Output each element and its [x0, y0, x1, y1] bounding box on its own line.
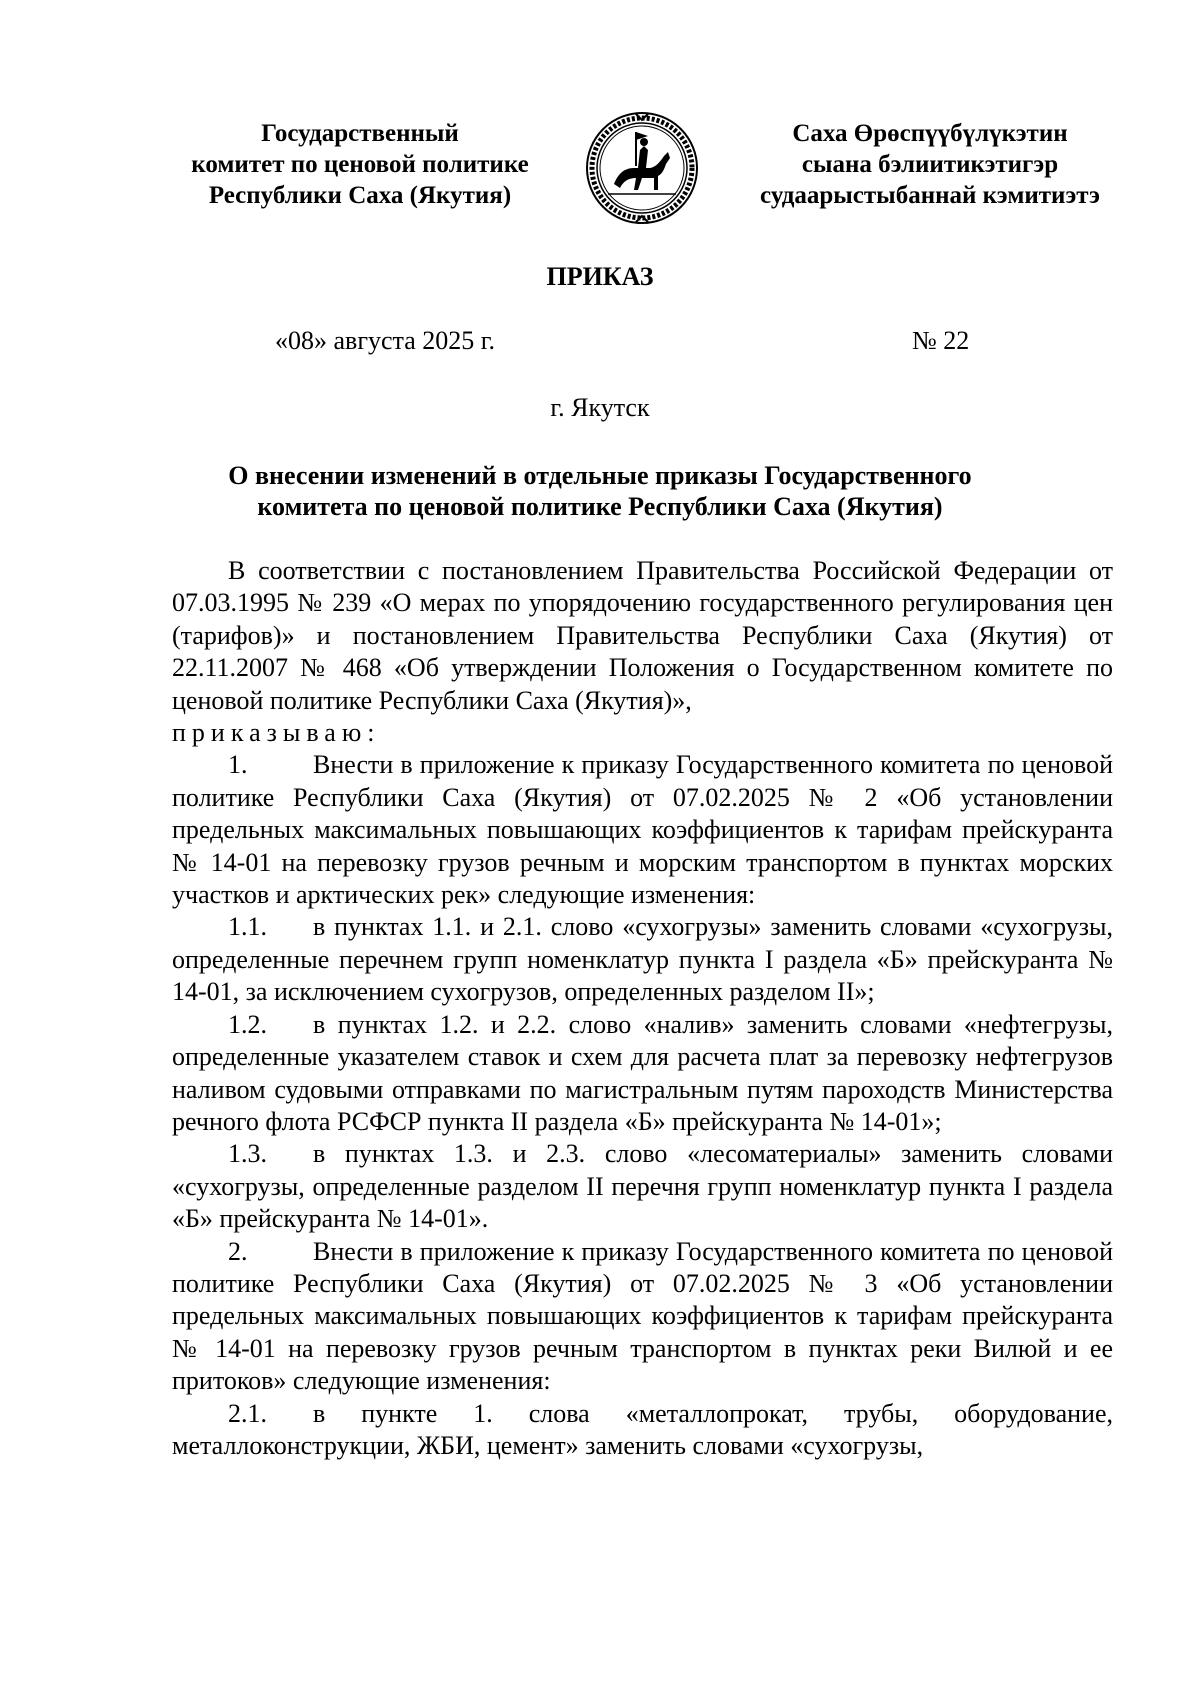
order-item: [172, 1236, 1113, 1398]
letterhead-russian: [160, 118, 560, 211]
order-subject-line: О внесении изменений в отдельные приказы Государственного: [228, 461, 972, 490]
order-item-number: 2.1.: [228, 1398, 267, 1428]
order-date: «08» августа 2025 г.: [275, 326, 495, 355]
order-item-number: 1.: [228, 750, 248, 780]
letterhead-yakut-line: Саха Өрөспүүбүлүкэтин: [792, 120, 1068, 147]
order-item-number: 2.: [228, 1236, 248, 1266]
letterhead-yakut-line: сыана бэлиитикэтигэр: [801, 151, 1059, 178]
order-item-number: 1.2.: [228, 1009, 267, 1039]
order-item: [172, 1398, 1113, 1463]
order-word: приказываю:: [172, 718, 381, 748]
order-item: [172, 1009, 1113, 1139]
coat-of-arms-emblem-icon: [584, 110, 700, 226]
order-item-text: Внести в приложение к приказу Государственного комитета по ценовой политике Республики Саха (Якутия) от 07.02.2025 № 2 «Об установлении предельных максимальных повышающих коэффициентов к тарифам прейскуранта № 14-01 на перевозку грузов речным и морским транспортом в пунктах морских участков и арктических рек» следующие изменения:: [172, 750, 1113, 910]
order-body: [172, 555, 1113, 1462]
order-item-text: в пунктах 1.1. и 2.1. слово «сухогрузы» заменить словами «сухогрузы, определенные перечнем групп номенклатур пункта I раздела «Б» прейскуранта № 14-01, за исключением сухогрузов, определенных разделом II»;: [172, 912, 1113, 1007]
order-item: [172, 1138, 1113, 1235]
order-word-paragraph: [172, 717, 1113, 749]
order-item-number: 1.1.: [228, 912, 267, 942]
order-item: [172, 749, 1113, 911]
letterhead-russian-line: Республики Саха (Якутия): [208, 182, 512, 209]
preamble-paragraph: В соответствии с постановлением Правительства Российской Федерации от 07.03.1995 № 239 «О мерах по упорядочению государственного регулирования цен (тарифов)» и постановлением Правительства Республики Саха (Якутия) от 22.11.2007 № 468 «Об утверждении Положения о Государственном комитете по ценовой политике Республики Саха (Якутия)»,: [172, 556, 1113, 715]
order-subject: [180, 460, 1020, 522]
document-type-title: ПРИКАЗ: [546, 262, 654, 291]
letterhead-russian-line: комитет по ценовой политике: [191, 151, 529, 178]
order-subject-line: комитета по ценовой политике Республики Саха (Якутия): [257, 492, 943, 521]
order-item-text: в пункте 1. слова «металлопрокат, трубы, оборудование, металлоконструкции, ЖБИ, цемент» заменить словами «сухогрузы,: [172, 1398, 1113, 1460]
order-item: [172, 911, 1113, 1008]
order-item-text: в пунктах 1.2. и 2.2. слово «налив» заменить словами «нефтегрузы, определенные указателем ставок и схем для расчета плат за перевозку нефтегрузов наливом судовыми отправками по магистральным путям пароходств Министерства речного флота РСФСР пункта II раздела «Б» прейскуранта № 14-01»;: [172, 1009, 1113, 1136]
order-number: № 22: [912, 326, 970, 355]
order-item-text: Внести в приложение к приказу Государственного комитета по ценовой политике Республики Саха (Якутия) от 07.02.2025 № 3 «Об установлении предельных максимальных повышающих коэффициентов к тарифам прейскуранта № 14-01 на перевозку грузов речным транспортом в пунктах реки Вилюй и ее притоков» следующие изменения:: [172, 1236, 1113, 1396]
letterhead-yakut-line: судаарыстыбаннай кэмитиэтэ: [760, 182, 1100, 209]
order-item-number: 1.3.: [228, 1139, 267, 1169]
order-city: г. Якутск: [550, 393, 650, 422]
order-item-text: в пунктах 1.3. и 2.3. слово «лесоматериалы» заменить словами «сухогрузы, определенные разделом II перечня групп номенклатур пункта I раздела «Б» прейскуранта № 14-01».: [172, 1139, 1113, 1234]
letterhead-yakut: [720, 118, 1140, 211]
letterhead-russian-line: Государственный: [261, 120, 459, 147]
